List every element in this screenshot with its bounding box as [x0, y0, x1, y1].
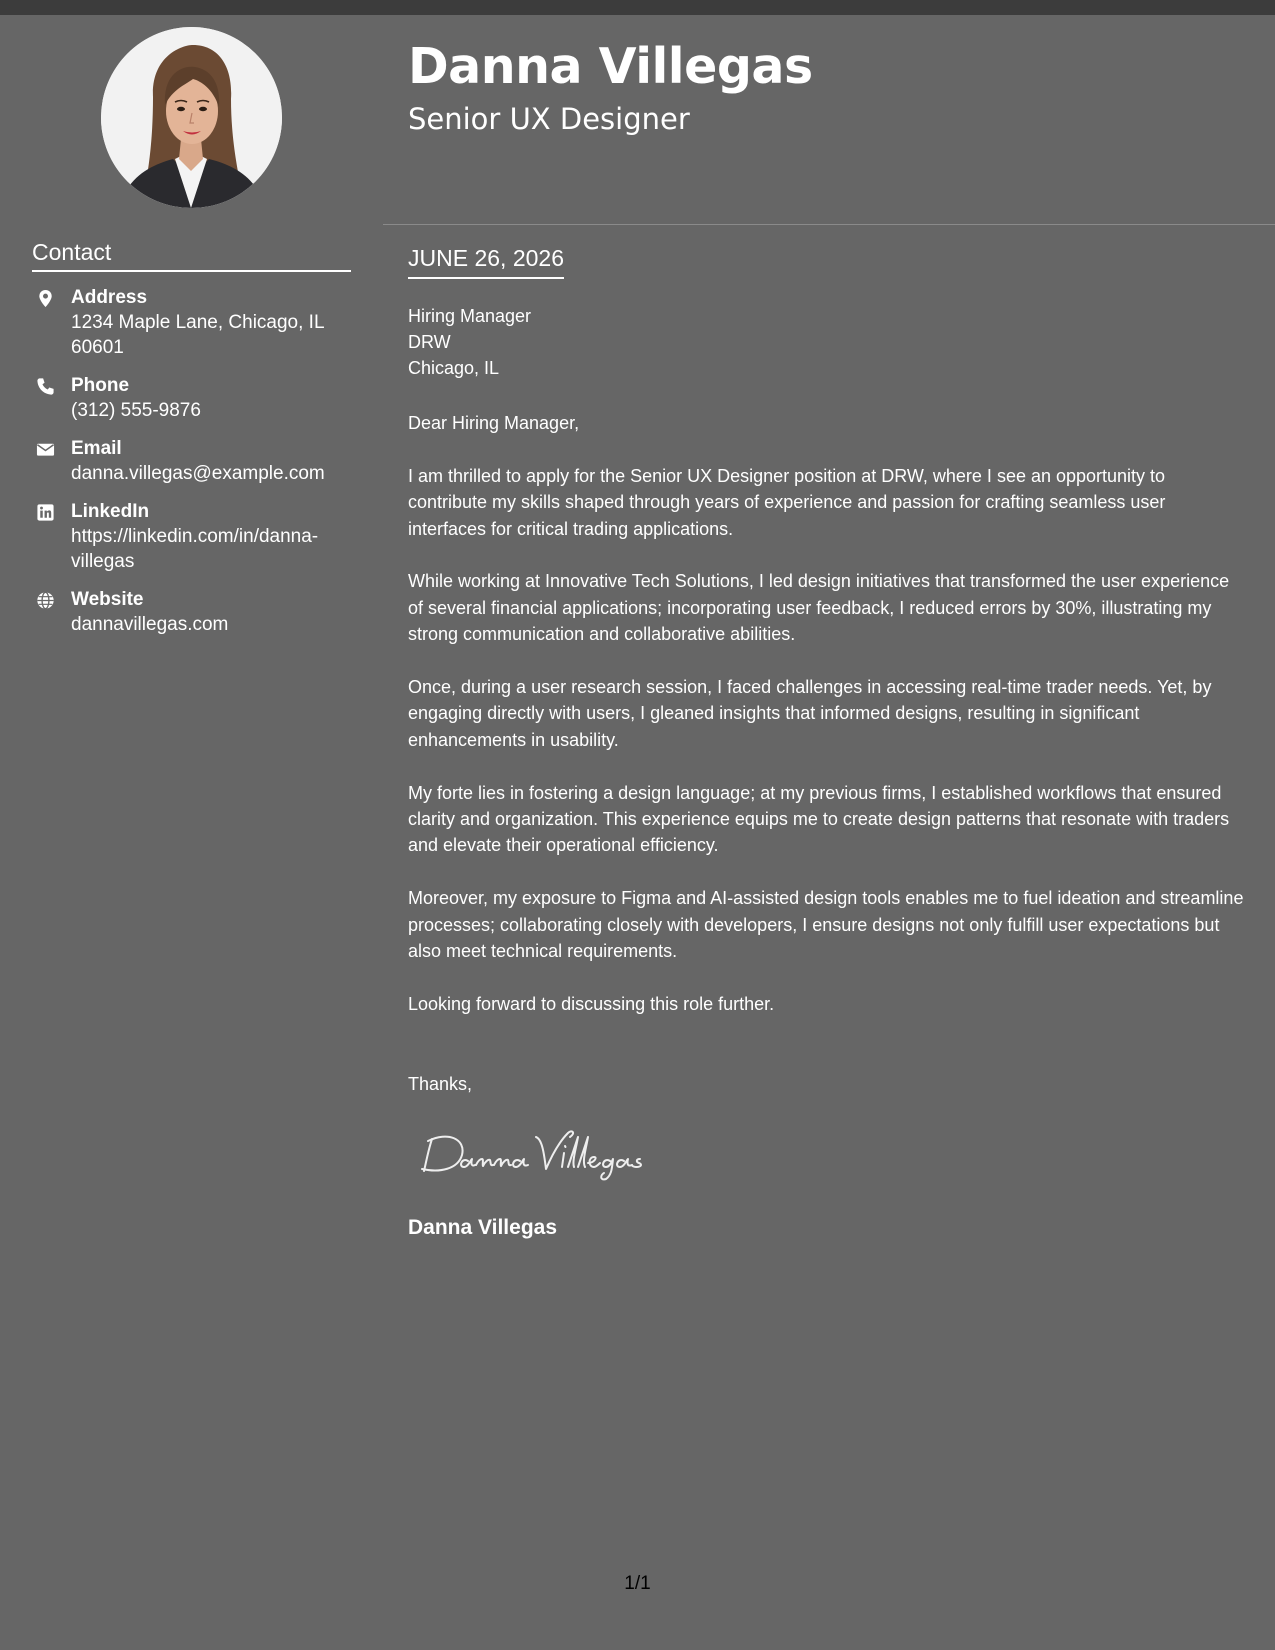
body-paragraph: Moreover, my exposure to Figma and AI-assisted design tools enables me to fuel ideation and streamline processes; collaborating closely with developers, I ensure designs not only fulfill user expectations but also meet technical requirements. [408, 888, 1244, 962]
closing: Thanks, [408, 1074, 473, 1094]
contact-item-email [32, 436, 362, 486]
linkedin-link[interactable]: https://linkedin.com/in/danna-villegas [71, 526, 319, 572]
body-paragraph: While working at Innovative Tech Solutions, I led design initiatives that transformed the user experience of several financial applications; incorporating user feedback, I reduced errors by 30%, illustrating my strong communication and collaborative abilities. [408, 571, 1230, 645]
contact-label: Phone [71, 375, 130, 396]
body-paragraph: My forte lies in fostering a design language; at my previous firms, I established workflows that ensured clarity and organization. This experience equips me to create design patterns that resonate with traders and elevate their operational efficiency. [408, 782, 1230, 856]
contact-item-phone [32, 373, 362, 423]
profile-photo [101, 27, 282, 208]
contact-label: Website [71, 589, 144, 610]
linkedin-icon [36, 503, 55, 522]
globe-icon [36, 591, 55, 610]
body-paragraph: I am thrilled to apply for the Senior UX Designer position at DRW, where I see an opportunity to contribute my skills shaped through years of experience and passion for crafting seamless user interfaces for critical trading applications. [408, 465, 1166, 539]
recipient-block [408, 303, 531, 381]
recipient-line: DRW [408, 332, 451, 352]
candidate-name: Danna Villegas [408, 38, 813, 95]
greeting: Dear Hiring Manager, [408, 413, 580, 433]
website-link[interactable]: dannavillegas.com [71, 614, 229, 635]
contact-label: LinkedIn [71, 501, 150, 522]
phone-icon [36, 377, 55, 396]
recipient-line: Hiring Manager [408, 306, 532, 326]
recipient-line: Chicago, IL [408, 358, 500, 378]
letter-date: JUNE 26, 2026 [408, 245, 564, 279]
signature-image [418, 1125, 678, 1181]
contact-value: danna.villegas@example.com [71, 463, 325, 484]
contact-label: Email [71, 438, 122, 459]
contact-item-address [32, 285, 362, 361]
contact-label: Address [71, 287, 148, 308]
header-divider [383, 224, 1275, 225]
map-pin-icon [36, 289, 55, 308]
candidate-title: Senior UX Designer [408, 102, 690, 136]
contact-item-website [32, 587, 362, 637]
body-paragraph: Once, during a user research session, I faced challenges in accessing real-time trader needs. Yet, by engaging directly with users, I gleaned insights that informed designs, resulting in significant enhancements in usability. [408, 677, 1212, 750]
body-paragraph: Looking forward to discussing this role further. [408, 993, 775, 1014]
contact-heading: Contact [32, 239, 351, 272]
envelope-icon [36, 440, 55, 459]
letter-body [408, 410, 1248, 1044]
top-bar [0, 0, 1275, 15]
page-number: 1/1 [624, 1573, 651, 1594]
contact-item-linkedin [32, 499, 362, 575]
contact-value: 1234 Maple Lane, Chicago, IL 60601 [71, 312, 324, 358]
signer-name: Danna Villegas [408, 1216, 558, 1239]
contact-value: (312) 555-9876 [71, 400, 201, 421]
